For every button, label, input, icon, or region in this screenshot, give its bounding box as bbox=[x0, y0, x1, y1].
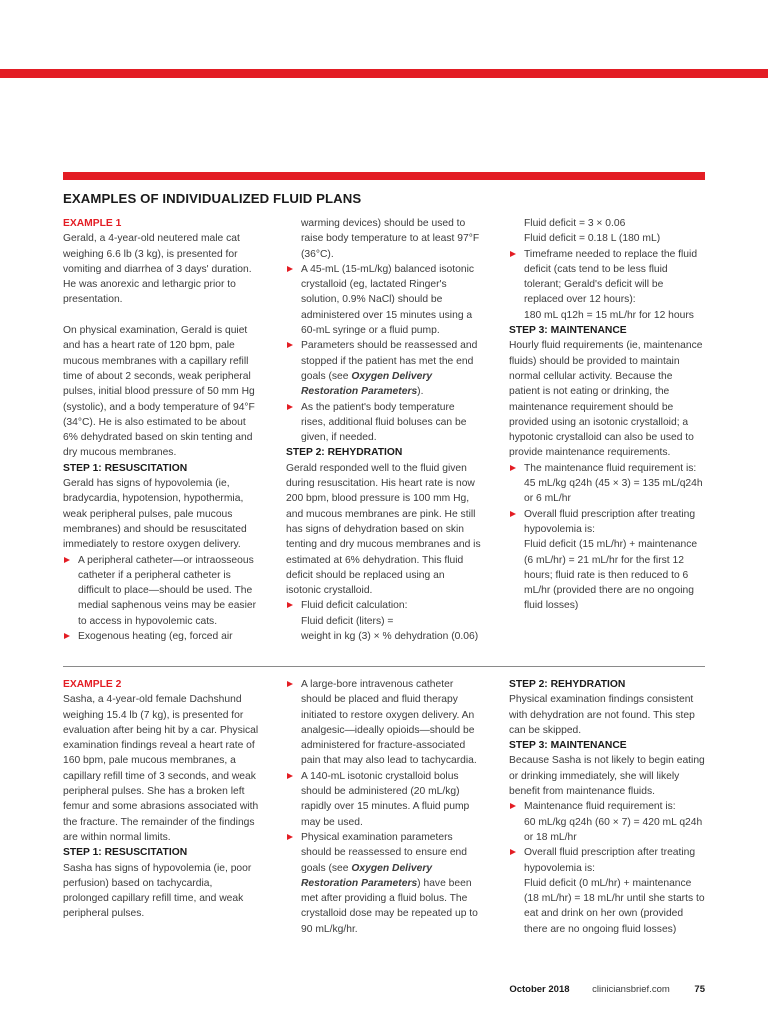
bullet-triangle-icon bbox=[287, 773, 293, 779]
example2-column-1 bbox=[63, 677, 259, 922]
example1-step3-list-2 bbox=[509, 507, 705, 538]
bullet-triangle-icon bbox=[510, 251, 516, 257]
bullet-triangle-icon bbox=[510, 465, 516, 471]
bullet-triangle-icon bbox=[510, 849, 516, 855]
list-item: A 140-mL isotonic crystalloid bolus should be administered (20 mL/kg) rapidly over 15 minutes. A fluid pump may be used. bbox=[286, 769, 482, 830]
bullet-triangle-icon bbox=[287, 342, 293, 348]
bullet-triangle-icon bbox=[287, 834, 293, 840]
example1-step1-text: Gerald has signs of hypovolemia (ie, bradycardia, hypotension, hypothermia, weak peripheral pulses, pale mucous membranes) and should be resuscitated immediately to restore oxygen delivery. bbox=[63, 478, 247, 551]
example2-column-3 bbox=[509, 677, 705, 937]
example2-step1-heading: STEP 1: RESUSCITATION bbox=[63, 847, 188, 859]
timeframe-result: 180 mL q12h = 15 mL/hr for 12 hours bbox=[524, 309, 694, 321]
box-red-rule bbox=[63, 172, 705, 180]
list-item: The maintenance fluid requirement is: bbox=[509, 461, 705, 476]
box-title: EXAMPLES OF INDIVIDUALIZED FLUID PLANS bbox=[63, 191, 362, 206]
examples-divider bbox=[63, 666, 705, 667]
list-item: A large-bore intravenous catheter should be placed and fluid therapy initiated to restore oxygen delivery. An analgesic—ideally opioids—should be administered for fracture-associated pain that may also lead to tachycardia. bbox=[286, 677, 482, 769]
bullet-triangle-icon bbox=[510, 511, 516, 517]
top-red-rule bbox=[0, 69, 768, 78]
list-item: Maintenance fluid requirement is: bbox=[509, 799, 705, 814]
list-item: A peripheral catheter—or intraosseous catheter if a peripheral catheter is difficult to place—should be used. The medial saphenous veins may be easier to access in hypovolemic cats. bbox=[63, 553, 259, 629]
list-item: Overall fluid prescription after treating hypovolemia is: bbox=[509, 507, 705, 538]
example1-exam: On physical examination, Gerald is quiet and has a heart rate of 120 bpm, pale mucous membranes with a capillary refill time of about 2 seconds, weak peripheral pulses, initial blood pressure of 50 mm Hg (systolic), and a body temperature of 94°F (34°C). He is also estimated to be about 6% dehydrated based on skin tenting and dry mucous membranes. bbox=[63, 325, 255, 459]
oxygen-delivery-reference: Oxygen Delivery Restoration Parameters bbox=[301, 370, 433, 398]
example1-step2-heading: STEP 2: REHYDRATION bbox=[286, 447, 403, 459]
list-item: Overall fluid prescription after treating hypovolemia is: bbox=[509, 845, 705, 876]
oxygen-delivery-reference: Oxygen Delivery Restoration Parameters bbox=[301, 862, 433, 889]
calc-line: Fluid deficit = 3 × 0.06 bbox=[524, 218, 626, 229]
list-item-continued: warming devices) should be used to raise body temperature to at least 97°F (36°C). bbox=[301, 218, 480, 260]
example2-step3-heading: STEP 3: MAINTENANCE bbox=[509, 740, 627, 752]
example1-step3-heading: STEP 3: MAINTENANCE bbox=[509, 325, 627, 337]
example2-step3-list bbox=[509, 799, 705, 814]
list-item: Physical examination parameters should be reassessed to ensure end goals (see Oxygen Delivery Restoration Parameters) have been met after providing a fluid bolus. The crystalloid dose may be repeated up to 90 mL/kg/hr. bbox=[286, 830, 482, 937]
bullet-triangle-icon bbox=[64, 633, 70, 639]
list-item: As the patient's body temperature rises, additional fluid boluses can be given, if needed. bbox=[286, 400, 482, 446]
list-item: Parameters should be reassessed and stopped if the patient has met the end goals (see Oxygen Delivery Restoration Parameters). bbox=[286, 338, 482, 399]
example2-intro: Sasha, a 4-year-old female Dachshund weighing 15.4 lb (7 kg), is presented for evaluation after being hit by a car. Physical examination findings reveal a heart rate of 160 bpm, pale mucous membranes, a capillary refill time of 3 seconds, and weak peripheral pulses. She has a broken left femur and some abrasions associated with the fracture. The remainder of the findings are within normal limits. bbox=[63, 694, 259, 843]
calc-line: Fluid deficit (liters) = bbox=[301, 615, 394, 627]
example2-step2-heading: STEP 2: REHYDRATION bbox=[509, 679, 626, 690]
site-link[interactable]: cliniciansbrief.com bbox=[592, 984, 670, 995]
example1-step3-text: Hourly fluid requirements (ie, maintenance fluids) should be provided to maintain normal cellular activity. Because the patient is not eating or drinking, the maintenance requirement should be provided using an isotonic crystalloid; a hypotonic crystalloid can also be used to provide maintenance requirements. bbox=[509, 340, 703, 459]
example1-column-2 bbox=[286, 216, 482, 644]
example1-step1-heading: STEP 1: RESUSCITATION bbox=[63, 462, 188, 474]
calc-line: Fluid deficit = 0.18 L (180 mL) bbox=[524, 233, 661, 245]
example2-step1-list bbox=[286, 677, 482, 937]
requirement-line: or 6 mL/hr bbox=[524, 493, 571, 505]
example2-step3-text: Because Sasha is not likely to begin eating or drinking immediately, she will likely benefit from maintenance fluids. bbox=[509, 755, 705, 798]
example1-step3-list bbox=[509, 461, 705, 476]
example1-intro: Gerald, a 4-year-old neutered male cat weighing 6.6 lb (3 kg), is presented for vomiting and diarrhea of 3 days' duration. He was anorexic and lethargic prior to presentation. bbox=[63, 233, 252, 306]
prescription-result: Fluid deficit (15 mL/hr) + maintenance (6 mL/hr) = 21 mL/hr for the first 12 hours; fluid rate is then reduced to 6 mL/hr (provided there are no ongoing fluid losses) bbox=[524, 539, 698, 612]
requirement-line: 60 mL/kg q24h (60 × 7) = 420 mL q24h bbox=[524, 816, 703, 828]
example1-step1-list-continued bbox=[286, 216, 482, 445]
bullet-triangle-icon bbox=[510, 803, 516, 809]
example2-step1-text: Sasha has signs of hypovolemia (ie, poor perfusion) based on tachycardia, prolonged capillary refill time, and weak peripheral pulses. bbox=[63, 862, 252, 920]
issue-date: October 2018 bbox=[509, 984, 570, 995]
list-item: Timeframe needed to replace the fluid deficit (cats tend to be less fluid tolerant; Gerald's deficit will be replaced over 12 hours): bbox=[509, 247, 705, 308]
example2-step3-list-2 bbox=[509, 845, 705, 876]
example1-step2-text: Gerald responded well to the fluid given during resuscitation. His heart rate is now 200 bpm, blood pressure is 100 mm Hg, and mucous membranes are pink. He still has signs of dehydration based on skin tenting and dry mucous membranes and is estimated at 6% dehydration. This fluid deficit should be replaced using an isotonic crystalloid. bbox=[286, 462, 481, 597]
example2-step2-text: Physical examination findings consistent with dehydration are not found. This step can be skipped. bbox=[509, 694, 695, 736]
example1-step2-list bbox=[286, 598, 482, 613]
calc-line: weight in kg (3) × % dehydration (0.06) bbox=[301, 631, 479, 643]
bullet-triangle-icon bbox=[287, 681, 293, 687]
split-bullet-start: Exogenous heating (eg, forced air bbox=[78, 631, 233, 643]
bullet-triangle-icon bbox=[64, 557, 70, 563]
bullet-triangle-icon bbox=[287, 602, 293, 608]
example2-column-2 bbox=[286, 677, 482, 937]
list-item: A 45-mL (15-mL/kg) balanced isotonic crystalloid (eg, lactated Ringer's solution, 0.9% NaCl) should be administered over 15 minutes using a 60-mL syringe or a fluid pump. bbox=[286, 262, 482, 338]
bullet-triangle-icon bbox=[287, 266, 293, 272]
prescription-result: Fluid deficit (0 mL/hr) + maintenance (18 mL/hr) = 18 mL/hr until she starts to eat and drink on her own (provided there are no ongoing fluid losses) bbox=[524, 877, 705, 935]
page-footer bbox=[400, 984, 705, 995]
example1-step2-list-2 bbox=[509, 247, 705, 308]
list-item: Fluid deficit calculation: bbox=[286, 598, 482, 613]
page-number: 75 bbox=[694, 984, 705, 995]
example1-column-1 bbox=[63, 216, 259, 644]
list-item bbox=[63, 629, 259, 644]
requirement-line: or 18 mL/hr bbox=[524, 831, 577, 843]
example1-column-3 bbox=[509, 216, 705, 614]
bullet-triangle-icon bbox=[287, 404, 293, 410]
example2-label: EXAMPLE 2 bbox=[63, 679, 122, 690]
requirement-line: 45 mL/kg q24h (45 × 3) = 135 mL/q24h bbox=[524, 478, 703, 490]
example1-label: EXAMPLE 1 bbox=[63, 218, 122, 229]
example1-step1-list bbox=[63, 553, 259, 645]
